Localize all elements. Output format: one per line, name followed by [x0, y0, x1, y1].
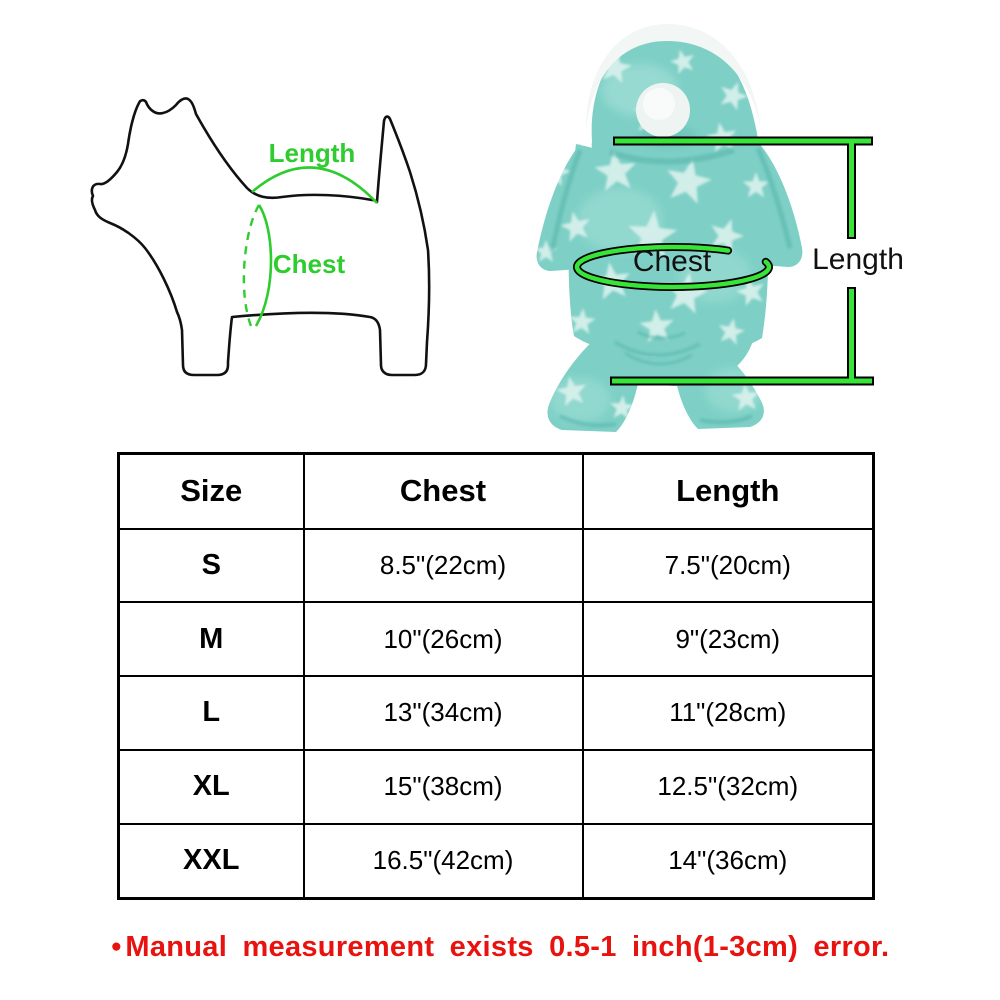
- measurement-error-note: [111, 933, 890, 962]
- measurement-error-text: Manual measurement exists 0.5-1 inch(1-3cm) error.: [125, 931, 890, 963]
- dog-length-label: Length: [268, 138, 356, 168]
- size-value: XL: [119, 750, 304, 824]
- table-row: [119, 676, 874, 750]
- table-row: [119, 750, 874, 824]
- size-value: XXL: [119, 824, 304, 899]
- col-header-size: Size: [119, 454, 304, 529]
- garment-length-label: Length: [812, 243, 904, 276]
- table-row: [119, 602, 874, 676]
- length-value: 9"(23cm): [583, 602, 874, 676]
- dog-measurement-diagram: [60, 80, 480, 410]
- chest-value: 8.5"(22cm): [304, 529, 583, 603]
- size-value: S: [119, 529, 304, 603]
- table-row: [119, 529, 874, 603]
- length-value: 14"(36cm): [583, 824, 874, 899]
- dog-outline: [92, 98, 429, 375]
- garment-chest-label: Chest: [632, 245, 712, 278]
- length-value: 11"(28cm): [583, 676, 874, 750]
- chest-value: 13"(34cm): [304, 676, 583, 750]
- length-value: 7.5"(20cm): [583, 529, 874, 603]
- garment-measurement-diagram: [520, 20, 1000, 450]
- size-value: M: [119, 602, 304, 676]
- size-table: [117, 452, 875, 900]
- chest-value: 10"(26cm): [304, 602, 583, 676]
- dog-chest-label: Chest: [272, 249, 346, 279]
- bullet-icon: ●: [110, 936, 123, 957]
- table-row: [119, 824, 874, 899]
- col-header-length: Length: [583, 454, 874, 529]
- chest-value: 15"(38cm): [304, 750, 583, 824]
- col-header-chest: Chest: [304, 454, 583, 529]
- length-value: 12.5"(32cm): [583, 750, 874, 824]
- size-value: L: [119, 676, 304, 750]
- size-table-header-row: [119, 454, 874, 529]
- chest-value: 16.5"(42cm): [304, 824, 583, 899]
